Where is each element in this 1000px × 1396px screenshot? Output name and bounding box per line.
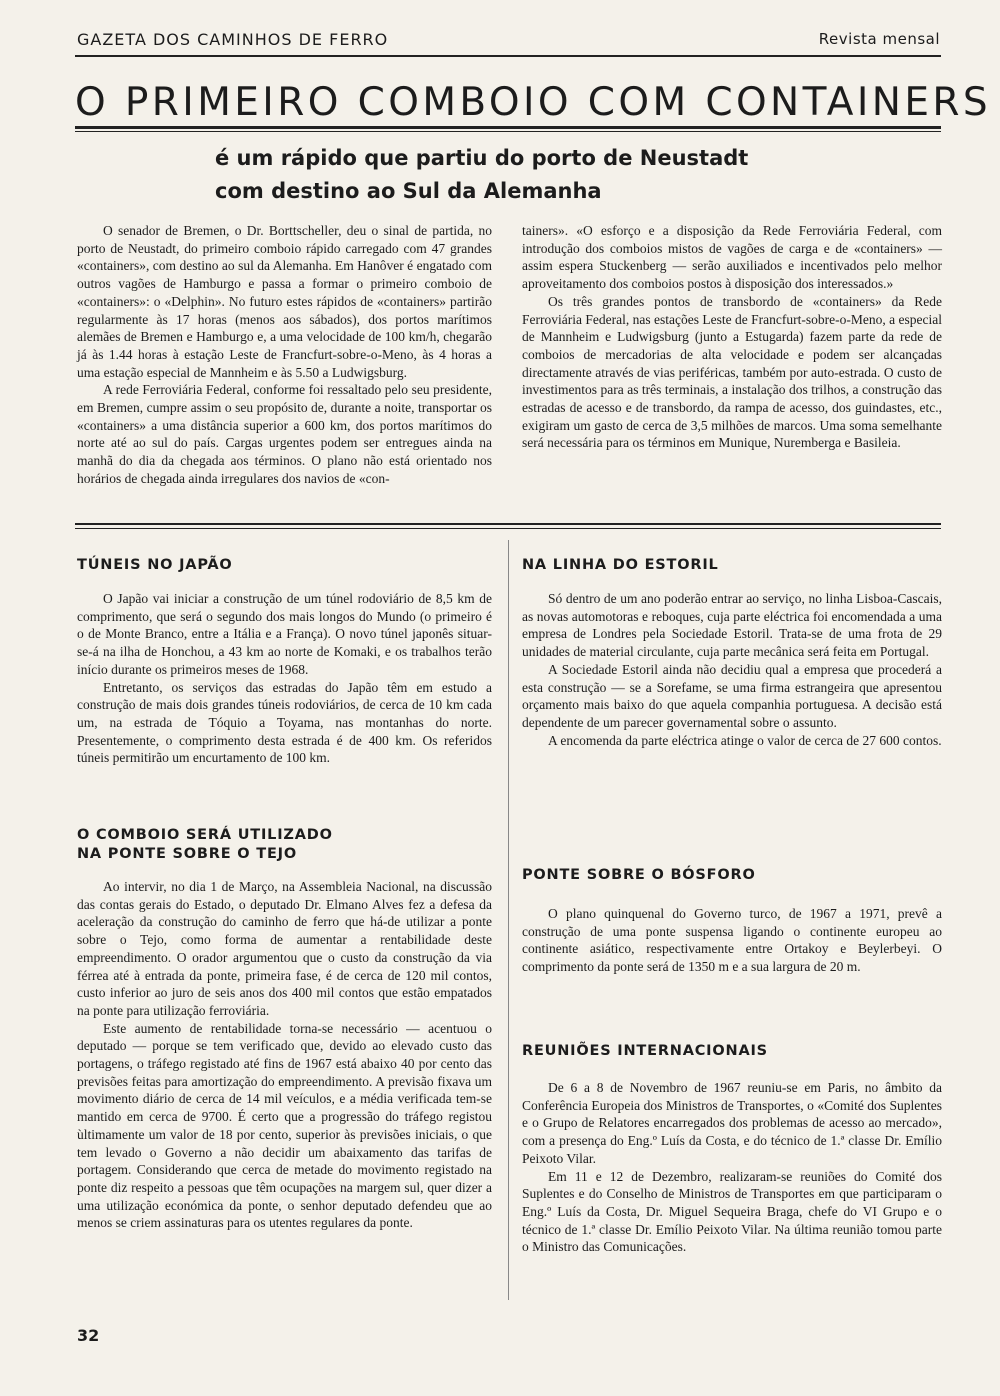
section-body-reunioes	[522, 1079, 942, 1256]
column-divider	[508, 540, 509, 1300]
section-paragraph: Este aumento de rentabilidade torna-se necessário — acentuou o deputado — porque se tem verificado que, devido ao elevado custo das portagens, o tráfego registado até fins de 1967 está abaixo 40 por cento das previsões feitas para amortização do empreendimento. A previsão fixava um movimento diário de cerca de 14 mil veículos, e a média verificada tem-se mantido em cerca de 9700. É certo que a progressão do tráfego registou ùltimamente um valor de 18 por cento, superior às previsões iniciais, o que tem levado o Governo a não decidir um abaixamento das tarifas de portagem. Considerando que cerca de metade do movimento registado na ponte diz respeito a pessoas que têm ocupações na margem sul, quer dizer a uma utilização económica da ponte, o senhor deputado defendeu que ao menos se criem assinaturas para os utentes regulares da ponte.	[77, 1020, 492, 1231]
section-paragraph: De 6 a 8 de Novembro de 1967 reuniu-se em Paris, no âmbito da Conferência Europeia dos Ministros de Transportes, o «Comité dos Suplentes e o Grupo de Relatores encarregados dos problemas de acesso ao mercado», com a presença do Eng.º Luís da Costa, e do técnico de 1.ª classe Dr. Emílio Peixoto Vilar.	[522, 1080, 942, 1166]
article-paragraph: Os três grandes pontos de transbordo de «containers» da Rede Ferroviária Federal, nas estações Leste de Francfurt-sobre-o-Meno, a especial de Mannheim e Ludwigsburg (junto a Estugarda) fazem parte da rede de comboios de mercadorias de alta velocidade e podem ser alcançadas directamente através de vias periféricas, também por auto-estrada. O custo de investimentos para as três terminais, a instalação dos trilhos, a construção das estradas de acesso e de transbordo, da rampa de acesso, dos guindastes, etc., exigiram um gasto de cerca de 3,5 milhões de marcos. Uma soma semelhante será necessária para os términos em Munique, Nuremberga e Basileia.	[522, 293, 942, 451]
section-title-reunioes: REUNIÕES INTERNACIONAIS	[522, 1043, 768, 1059]
section-body-bosforo	[522, 905, 942, 976]
journal-name: GAZETA DOS CAMINHOS DE FERRO	[77, 30, 389, 49]
section-body-estoril	[522, 590, 942, 749]
article-column-left	[77, 222, 492, 488]
article-column-right	[522, 222, 942, 452]
section-paragraph: Ao intervir, no dia 1 de Março, na Assembleia Nacional, na discussão das contas gerais do Estado, o deputado Dr. Elmano Alves fez a defesa da aceleração da construção do caminho de ferro que há-de utilizar a ponte sobre o Tejo, como forma de aumentar a rentabilidade deste empreendimento. O orador argumentou que o custo da construção da via férrea até à entrada da ponte, primeira fase, é de cerca de 120 mil contos, custo inferior ao juro de seis anos dos 400 mil contos que estão empatados na ponte para utilização ferroviária.	[77, 879, 492, 1018]
section-paragraph: Só dentro de um ano poderão entrar ao serviço, no linha Lisboa-Cascais, as novas automotoras e reboques, cuja parte eléctrica foi encomendada a uma empresa de Londres pela Sociedade Estoril. Trata-se de uma frota de 29 unidades de material circulante, cuja parte mecânica será feita em Portugal.	[522, 591, 942, 660]
section-body-comboio-tejo	[77, 878, 492, 1232]
article-paragraph: tainers». «O esforço e a disposição da Rede Ferroviária Federal, com introdução dos comboios mistos de vagões de carga e de «containers» — assim espera Stuckenberg — serão auxiliados e incentivados pelo melhor aproveitamento dos comboios postos à disposição dos interessados.»	[522, 223, 942, 292]
section-divider-thin	[75, 528, 941, 529]
section-title-estoril: NA LINHA DO ESTORIL	[522, 557, 719, 573]
section-title-line-1: O COMBOIO SERÁ UTILIZADO	[77, 827, 333, 843]
section-paragraph: Em 11 e 12 de Dezembro, realizaram-se reuniões do Comité dos Suplentes e do Conselho de Ministros de Transportes em que participaram o Eng.º Luís da Costa, Dr. Miguel Sequeira Braga, chefe do VI Grupo e o técnico de 1.ª classe Dr. Emílio Peixoto Vilar. Na última reunião tomou parte o Ministro das Comunicações.	[522, 1168, 942, 1255]
section-paragraph: Entretanto, os serviços das estradas do Japão têm em estudo a construção de mais dois grandes túneis rodoviários, de cerca de 10 km cada um, na estrada de Tóquio a Toyama, nas montanhas do norte. Presentemente, o comprimento desta estrada é de 400 km. Os referidos túneis permitirão um encurtamento de 100 km.	[77, 679, 492, 766]
header-rule	[75, 55, 941, 57]
page-number: 32	[77, 1326, 100, 1345]
issue-type: Revista mensal	[818, 30, 940, 48]
title-rule-thick	[75, 126, 941, 129]
section-paragraph: O Japão vai iniciar a construção de um túnel rodoviário de 8,5 km de comprimento, que será o segundo dos mais longos do Mundo (o primeiro é o de Monte Branco, entre a Itália e a França). O novo túnel japonês situar-se-á na ilha de Honchou, a 43 km ao norte de Komaki, e os trabalhos terão início durante os primeiros meses de 1968.	[77, 591, 492, 677]
section-paragraph: A encomenda da parte eléctrica atinge o valor de cerca de 27 600 contos.	[548, 732, 942, 748]
section-paragraph: A Sociedade Estoril ainda não decidiu qual a empresa que procederá a esta construção — se a Sorefame, se uma firma estrangeira que apresentou orçamento mais baixo do que aquela companhia portuguesa. A decisão está dependente de um parecer governamental sobre o assunto.	[522, 661, 942, 730]
section-divider-thick	[75, 523, 941, 525]
article-paragraph: O senador de Bremen, o Dr. Borttscheller, deu o sinal de partida, no porto de Neustadt, do primeiro comboio rápido carregado com 47 grandes «containers», com destino ao sul da Alemanha. Em Hanôver é engatado com outros vagões de Hamburgo e passa a formar o primeiro comboio de «containers»: o «Delphin». No futuro estes rápidos de «containers» partirão regularmente às 17 horas (menos aos sábados), dos portos marítimos alemães de Bremen e Hamburgo e, a uma velocidade de 100 km/h, chegarão já às 1.44 horas à estação Leste de Francfurt-sobre-o-Meno, às 4 horas a uma estação especial de Mannheim e às 5.50 a Ludwigsburg.	[77, 223, 492, 380]
section-title-line-2: NA PONTE SOBRE O TEJO	[77, 846, 297, 862]
section-title-comboio-tejo	[77, 826, 333, 864]
article-paragraph: A rede Ferroviária Federal, conforme foi ressaltado pelo seu presidente, em Bremen, cumpre assim o seu propósito de, durante a noite, transportar os «containers» a uma distância superior a 600 km, dos portos marítimos do norte até ao sul do país. Cargas urgentes podem ser entregues ainda na manhã do dia da chegada aos términos. O plano não está orientado nos horários de chegada ainda irregulares dos navios de «con-	[77, 382, 492, 486]
subtitle-line-1: é um rápido que partiu do porto de Neustadt	[215, 146, 749, 170]
title-rule-thin	[75, 131, 941, 132]
section-title-bosforo: PONTE SOBRE O BÓSFORO	[522, 867, 756, 883]
subtitle-line-2: com destino ao Sul da Alemanha	[215, 179, 602, 203]
article-title: O PRIMEIRO COMBOIO COM CONTAINERS	[75, 80, 992, 125]
section-body-tuneis	[77, 590, 492, 767]
section-paragraph: O plano quinquenal do Governo turco, de 1967 a 1971, prevê a construção de uma ponte suspensa ligando o continente europeu ao continente asiático, respectivamente entre Ortakoy e Beylerbeyi. O comprimento da ponte será de 1350 m e a sua largura de 20 m.	[522, 906, 942, 975]
section-title-tuneis: TÚNEIS NO JAPÃO	[77, 557, 233, 573]
article-subtitle	[215, 142, 748, 208]
